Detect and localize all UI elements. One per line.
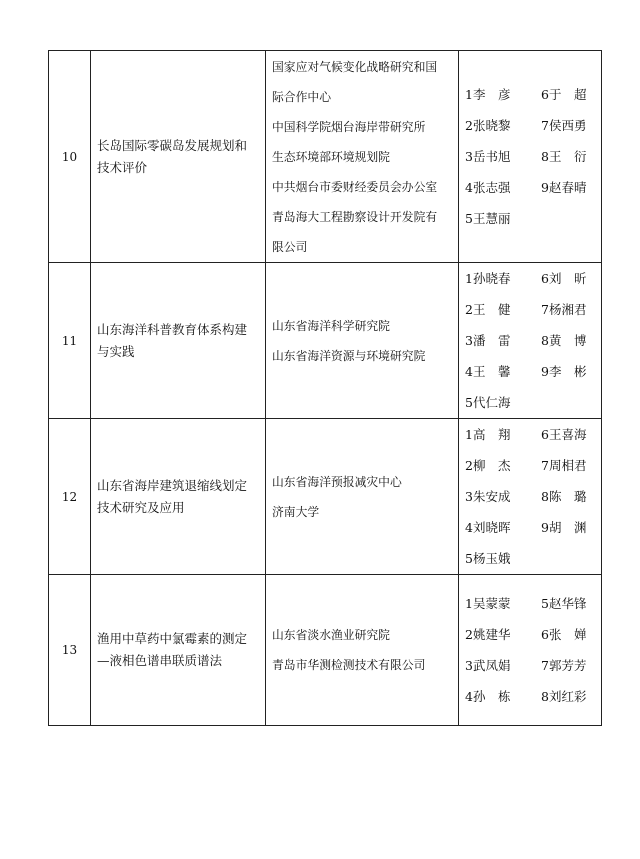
unit-name: 国家应对气候变化战略研究和国 bbox=[272, 59, 438, 74]
people-list bbox=[459, 263, 602, 419]
people-list bbox=[459, 51, 602, 263]
person-name: 4刘晓晖 bbox=[465, 520, 511, 535]
person-name: 9李 彬 bbox=[541, 364, 587, 379]
person-name: 8刘红彩 bbox=[541, 689, 587, 704]
person-name: 2柳 杰 bbox=[465, 458, 511, 473]
unit-name: 山东省淡水渔业研究院 bbox=[272, 628, 390, 642]
project-title: 山东省海岸建筑退缩线划定技术研究及应用 bbox=[91, 419, 266, 575]
unit-name: 济南大学 bbox=[272, 504, 320, 519]
unit-list bbox=[266, 51, 459, 263]
person-name: 7郭芳芳 bbox=[541, 658, 587, 673]
person-name: 7侯西勇 bbox=[541, 118, 587, 133]
person-name: 6刘 昕 bbox=[541, 271, 587, 286]
award-table bbox=[48, 50, 602, 726]
table-row bbox=[49, 575, 602, 726]
person-name: 2张晓黎 bbox=[465, 118, 511, 133]
unit-list bbox=[266, 575, 459, 726]
person-name: 8陈 璐 bbox=[541, 489, 587, 504]
person-name: 5代仁海 bbox=[465, 395, 511, 410]
person-name: 3武凤娟 bbox=[465, 658, 511, 673]
person-name: 9胡 渊 bbox=[541, 520, 587, 535]
table-row bbox=[49, 51, 602, 263]
person-name: 7杨湘君 bbox=[541, 302, 587, 317]
person-name: 1孙晓春 bbox=[465, 271, 511, 286]
person-name: 3岳书旭 bbox=[465, 149, 511, 164]
person-name: 8黄 博 bbox=[541, 333, 587, 348]
person-name: 4张志强 bbox=[465, 180, 511, 195]
person-name: 5赵华锋 bbox=[541, 596, 587, 611]
unit-name: 中国科学院烟台海岸带研究所 bbox=[272, 119, 426, 134]
table-row bbox=[49, 263, 602, 419]
unit-name: 生态环境部环境规划院 bbox=[272, 149, 390, 164]
unit-name: 山东省海洋科学研究院 bbox=[272, 318, 390, 333]
person-name: 8王 衍 bbox=[541, 149, 587, 164]
person-name: 4孙 栋 bbox=[465, 689, 511, 704]
unit-name: 山东省海洋预报减灾中心 bbox=[272, 474, 402, 489]
person-name: 7周相君 bbox=[541, 458, 587, 473]
unit-name: 山东省海洋资源与环境研究院 bbox=[272, 348, 426, 363]
unit-name: 际合作中心 bbox=[272, 89, 331, 104]
person-name: 6于 超 bbox=[541, 87, 587, 102]
person-name: 6张 婵 bbox=[541, 627, 587, 642]
unit-name: 中共烟台市委财经委员会办公室 bbox=[272, 179, 438, 194]
project-title: 渔用中草药中氯霉素的测定—液相色谱串联质谱法 bbox=[91, 575, 266, 726]
person-name: 1李 彦 bbox=[465, 87, 511, 102]
person-name: 5王慧丽 bbox=[465, 211, 511, 226]
person-name: 3朱安成 bbox=[465, 489, 511, 504]
unit-name: 青岛市华测检测技术有限公司 bbox=[272, 658, 426, 672]
project-title: 长岛国际零碳岛发展规划和技术评价 bbox=[91, 51, 266, 263]
row-number: 10 bbox=[49, 51, 91, 263]
person-name: 4王 馨 bbox=[465, 364, 511, 379]
person-name: 2王 健 bbox=[465, 302, 511, 317]
row-number: 12 bbox=[49, 419, 91, 575]
table-row bbox=[49, 419, 602, 575]
row-number: 11 bbox=[49, 263, 91, 419]
row-number: 13 bbox=[49, 575, 91, 726]
people-list bbox=[459, 419, 602, 575]
person-name: 2姚建华 bbox=[465, 627, 511, 642]
person-name: 1高 翔 bbox=[465, 427, 511, 442]
project-title: 山东海洋科普教育体系构建与实践 bbox=[91, 263, 266, 419]
unit-name: 青岛海大工程勘察设计开发院有 bbox=[272, 209, 438, 224]
person-name: 5杨玉娥 bbox=[465, 551, 511, 566]
unit-name: 限公司 bbox=[272, 239, 308, 254]
people-list bbox=[459, 575, 602, 726]
unit-list bbox=[266, 263, 459, 419]
person-name: 6王喜海 bbox=[541, 427, 587, 442]
person-name: 3潘 雷 bbox=[465, 333, 511, 348]
unit-list bbox=[266, 419, 459, 575]
person-name: 9赵春晴 bbox=[541, 180, 587, 195]
person-name: 1吴蒙蒙 bbox=[465, 596, 511, 611]
